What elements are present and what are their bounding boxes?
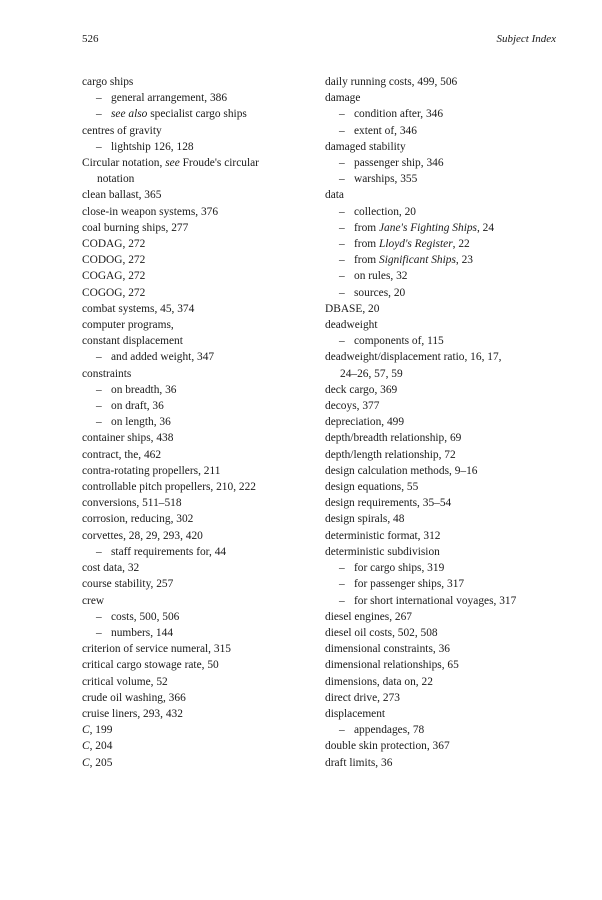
subentry-text: numbers, 144	[111, 626, 174, 639]
subentry-text: on length, 36	[111, 416, 171, 429]
index-entry: clean ballast, 365	[82, 189, 162, 202]
index-entry: data	[325, 189, 344, 202]
index-subentry	[325, 722, 575, 738]
index-entry: deadweight/displacement ratio, 16, 17,	[325, 351, 502, 364]
index-entry: computer programs,	[82, 319, 174, 332]
subentry-text: sources, 20	[354, 286, 406, 299]
index-entry: COGOG, 272	[82, 286, 146, 299]
dash: –	[339, 562, 345, 575]
index-column-left	[82, 74, 304, 771]
index-entry: depreciation, 499	[325, 416, 405, 429]
dash: –	[339, 270, 345, 283]
index-entry: combat systems, 45, 374	[82, 302, 195, 315]
dash: –	[339, 108, 345, 121]
index-entry: critical volume, 52	[82, 675, 168, 688]
index-subentry	[325, 576, 575, 592]
index-subentry	[82, 382, 304, 398]
index-subentry	[82, 609, 304, 625]
index-subentry	[325, 593, 575, 609]
index-subentry	[325, 171, 575, 187]
index-entry: deadweight	[325, 319, 378, 332]
dash: –	[96, 351, 102, 364]
index-entry: course stability, 257	[82, 578, 174, 591]
index-subentry	[325, 560, 575, 576]
subentry-text: from	[354, 254, 379, 267]
index-entry: controllable pitch propellers, 210, 222	[82, 481, 256, 494]
subentry-text: , 24	[476, 221, 495, 234]
index-entry: critical cargo stowage rate, 50	[82, 659, 219, 672]
index-entry: direct drive, 273	[325, 691, 400, 704]
index-entry: crude oil washing, 366	[82, 691, 186, 704]
index-entry: depth/length relationship, 72	[325, 448, 456, 461]
index-entry	[82, 722, 304, 738]
subentry-text: warships, 355	[354, 173, 418, 186]
index-subentry	[82, 139, 304, 155]
index-entry: criterion of service numeral, 315	[82, 643, 231, 656]
dash: –	[339, 594, 345, 607]
dash: –	[339, 124, 345, 137]
index-entry: daily running costs, 499, 506	[325, 76, 458, 88]
subentry-text: from	[354, 238, 379, 251]
index-entry: cruise liners, 293, 432	[82, 707, 183, 720]
dash: –	[339, 724, 345, 737]
index-entry: coal burning ships, 277	[82, 221, 189, 234]
index-subentry	[82, 625, 304, 641]
index-entry: corrosion, reducing, 302	[82, 513, 194, 526]
dash: –	[96, 383, 102, 396]
source-title: Jane's Fighting Ships	[379, 221, 477, 234]
index-subentry	[325, 252, 575, 268]
index-entry: deterministic format, 312	[325, 529, 441, 542]
dash: –	[339, 173, 345, 186]
index-entry: crew	[82, 594, 105, 607]
subentry-text: , 22	[452, 238, 470, 251]
subentry-text: on draft, 36	[111, 400, 164, 413]
dash: –	[339, 205, 345, 218]
subentry-text: and added weight, 347	[111, 351, 215, 364]
dash: –	[96, 140, 102, 153]
subentry-text: costs, 500, 506	[111, 610, 180, 623]
subentry-text: for passenger ships, 317	[354, 578, 465, 591]
index-entry: deck cargo, 369	[325, 383, 398, 396]
index-column-right	[325, 74, 575, 771]
dash: –	[96, 610, 102, 623]
source-title: Significant Ships	[379, 254, 456, 267]
index-entry: design calculation methods, 9–16	[325, 464, 478, 477]
dash: –	[339, 254, 345, 267]
index-entry: contract, the, 462	[82, 448, 162, 461]
index-subentry	[325, 236, 575, 252]
index-subentry	[82, 414, 304, 430]
dash: –	[339, 238, 345, 251]
cross-ref-term: see	[165, 157, 180, 170]
dash: –	[339, 286, 345, 299]
index-subentry	[325, 220, 575, 236]
dash: –	[96, 626, 102, 639]
dash: –	[96, 400, 102, 413]
index-subentry	[325, 285, 575, 301]
index-entry: double skin protection, 367	[325, 740, 450, 753]
source-title: Lloyd's Register	[379, 238, 453, 251]
dash: –	[96, 108, 102, 121]
index-entry: design spirals, 48	[325, 513, 405, 526]
index-subentry	[82, 106, 304, 122]
subentry-text: for cargo ships, 319	[354, 562, 445, 575]
subentry-text: for short international voyages, 317	[354, 594, 517, 607]
index-entry: damaged stability	[325, 140, 406, 153]
index-entry: diesel engines, 267	[325, 610, 412, 623]
subentry-text: extent of, 346	[354, 124, 417, 137]
index-entry: design requirements, 35–54	[325, 497, 452, 510]
subentry-text: components of, 115	[354, 335, 444, 348]
index-entry	[82, 755, 304, 771]
index-subentry	[325, 123, 575, 139]
subentry-text: on breadth, 36	[111, 383, 177, 396]
index-entry: dimensional relationships, 65	[325, 659, 459, 672]
index-entry: conversions, 511–518	[82, 497, 182, 510]
dash: –	[96, 416, 102, 429]
symbol: C	[82, 756, 90, 769]
dash: –	[96, 545, 102, 558]
index-entry: constraints	[82, 367, 132, 380]
index-subentry	[325, 204, 575, 220]
entry-text: , 199	[89, 724, 113, 737]
page-header	[82, 33, 556, 47]
index-entry: diesel oil costs, 502, 508	[325, 626, 438, 639]
index-entry: CODAG, 272	[82, 238, 146, 251]
subentry-text: general arrangement, 386	[111, 92, 228, 105]
index-entry: decoys, 377	[325, 400, 380, 413]
index-entry: container ships, 438	[82, 432, 174, 445]
index-subentry	[325, 106, 575, 122]
index-entry: cost data, 32	[82, 562, 140, 575]
index-entry: COGAG, 272	[82, 270, 146, 283]
index-entry-continuation: notation	[97, 173, 135, 186]
index-entry: damage	[325, 92, 361, 105]
symbol: C	[82, 740, 90, 753]
index-entry: contra-rotating propellers, 211	[82, 464, 221, 477]
index-entry: CODOG, 272	[82, 254, 146, 267]
index-entry: corvettes, 28, 29, 293, 420	[82, 529, 203, 542]
index-entry: constant displacement	[82, 335, 183, 348]
index-entry: draft limits, 36	[325, 756, 393, 769]
subentry-text: passenger ship, 346	[354, 157, 444, 170]
index-entry: deterministic subdivision	[325, 545, 440, 558]
index-subentry	[325, 333, 575, 349]
index-entry: close-in weapon systems, 376	[82, 205, 219, 218]
entry-text: Circular notation,	[82, 157, 166, 170]
index-subentry	[325, 155, 575, 171]
entry-text: Froude's circular	[179, 157, 259, 170]
subentry-text: , 23	[455, 254, 473, 267]
dash: –	[339, 221, 345, 234]
subentry-text: appendages, 78	[354, 724, 425, 737]
index-entry: cargo ships	[82, 76, 134, 88]
index-entry	[82, 155, 304, 171]
index-subentry	[82, 90, 304, 106]
index-entry-continuation: 24–26, 57, 59	[340, 367, 403, 380]
dash: –	[339, 335, 345, 348]
subentry-text: on rules, 32	[354, 270, 408, 283]
index-entry: centres of gravity	[82, 124, 162, 137]
subentry-text: lightship 126, 128	[111, 140, 194, 153]
index-subentry	[82, 398, 304, 414]
subentry-text: condition after, 346	[354, 108, 444, 121]
index-entry: depth/breadth relationship, 69	[325, 432, 462, 445]
symbol: C	[82, 724, 90, 737]
subentry-text: from	[354, 221, 379, 234]
dash: –	[339, 578, 345, 591]
index-entry: DBASE, 20	[325, 302, 380, 315]
running-title: Subject Index	[496, 33, 556, 45]
subentry-text: staff requirements for, 44	[111, 545, 227, 558]
dash: –	[96, 92, 102, 105]
page-number: 526	[82, 33, 99, 45]
entry-text: , 204	[89, 740, 113, 753]
index-entry: displacement	[325, 707, 386, 720]
index-entry: design equations, 55	[325, 481, 419, 494]
entry-text: , 205	[89, 756, 113, 769]
dash: –	[339, 157, 345, 170]
index-entry	[82, 738, 304, 754]
index-subentry	[82, 349, 304, 365]
subentry-text: collection, 20	[354, 205, 416, 218]
index-subentry	[82, 544, 304, 560]
cross-ref-term: see also	[111, 108, 148, 121]
index-entry: dimensions, data on, 22	[325, 675, 433, 688]
index-subentry	[325, 268, 575, 284]
index-entry: dimensional constraints, 36	[325, 643, 450, 656]
subentry-text: specialist cargo ships	[147, 108, 247, 121]
